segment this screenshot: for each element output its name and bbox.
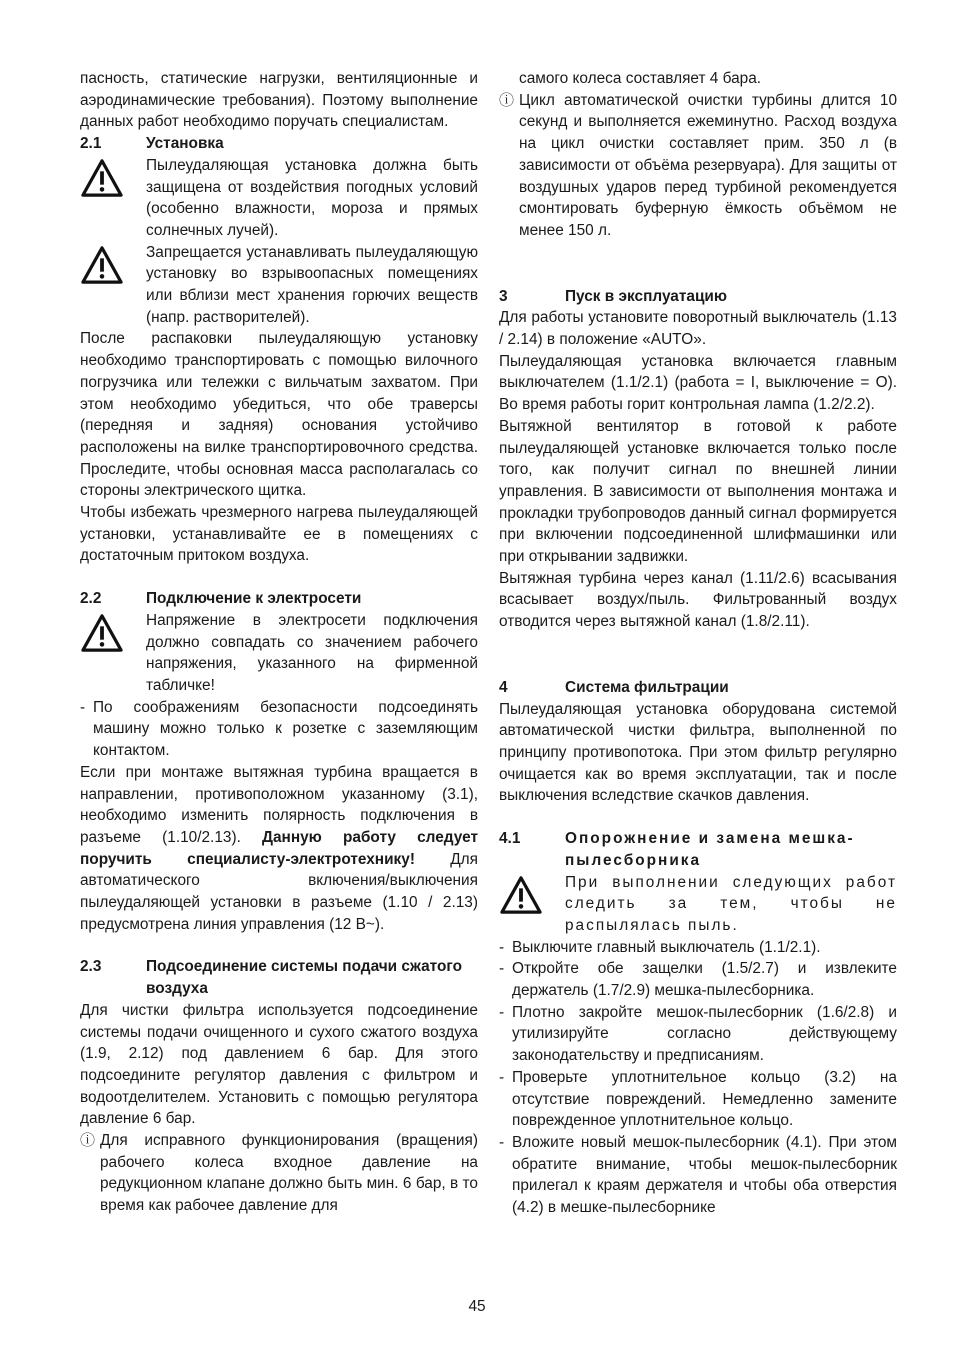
section-2-3-heading <box>80 956 478 999</box>
paragraph: Чтобы избежать чрезмерного нагрева пылеудаляющей установки, устанавливайте ее в помещениях с достаточным притоком воздуха. <box>80 504 478 565</box>
section-title: Опорожнение и замена мешка-пылесборника <box>565 830 855 869</box>
list-item-text: Откройте обе защелки (1.5/2.7) и извлеките держатель (1.7/2.9) мешка-пылесборника. <box>512 960 897 1000</box>
warning-icon <box>499 872 565 937</box>
info-continuation <box>499 68 897 90</box>
right-column <box>499 68 897 1219</box>
warning-text: Напряжение в электросети подключения должно совпадать со значением рабочего напряжения, указанного на фирменной табличке! <box>146 611 478 694</box>
warning-block <box>80 610 478 697</box>
section-title: Подключение к электросети <box>146 590 362 608</box>
warning-block <box>499 872 897 937</box>
section-3-heading <box>499 286 897 308</box>
warning-text: Запрещается устанавливать пылеудаляющую установку во взрывоопасных помещениях или вблизи мест хранения горючих веществ (напр. растворителей). <box>146 243 478 326</box>
page-number: 45 <box>468 1298 486 1315</box>
paragraph-part: Для автоматического включения/выключения пылеудаляющей установки в разъеме (1.10 / 2.13) предусмотрена линия управления (12 В~). <box>80 850 478 933</box>
list-item <box>80 697 478 762</box>
section-4-heading <box>499 677 897 699</box>
info-icon: ⓘ <box>80 1132 96 1150</box>
dash-marker: - <box>80 698 86 716</box>
paragraph: Для чистки фильтра используется подсоединение системы подачи очищенного и сухого сжатого воздуха (1.9, 2.12) под давлением 6 бар. Для этого подсоедините регулятор давления с фильтром и водоотделителем. Установить с помощью регулятора давление 6 бар. <box>80 1001 478 1128</box>
info-text: самого колеса составляет 4 бара. <box>519 70 762 87</box>
section-title: Установка <box>146 135 224 153</box>
paragraph: Пылеудаляющая установка включается главным выключателем (1.1/2.1) (работа = I, выключение = O). Во время работы горит контрольная лампа (1.2/2.2). <box>499 352 897 414</box>
warning-icon <box>80 242 146 329</box>
info-block <box>80 1130 478 1217</box>
dash-marker: - <box>499 1003 505 1021</box>
warning-icon <box>80 155 146 242</box>
list-item-text: Проверьте уплотнительное кольцо (3.2) на отсутствие повреждений. Немедленно замените поврежденное уплотнительное кольцо. <box>512 1068 897 1130</box>
dash-marker: - <box>499 938 505 956</box>
info-icon: ⓘ <box>499 91 515 109</box>
warning-block <box>80 155 478 242</box>
list-item <box>499 937 897 959</box>
left-column <box>80 68 478 1217</box>
dash-marker: - <box>499 960 505 978</box>
list-item <box>499 1132 897 1219</box>
section-4-1-heading <box>499 828 897 871</box>
section-title: Пуск в эксплуатацию <box>565 287 728 305</box>
warning-block <box>80 242 478 329</box>
section-number: 4 <box>499 678 508 696</box>
info-text: Для исправного функционирования (вращения) рабочего колеса входное давление на редукционном клапане должно быть мин. 6 бар, в то время как рабочее давление для <box>100 1132 478 1215</box>
warning-text: Пылеудаляющая установка должна быть защищена от воздействия погодных условий (особенно влажности, мороза и прямых солнечных лучей). <box>146 156 478 239</box>
paragraph-part: Если при монтаже вытяжная турбина вращается в направлении, противоположном указанному (3.1), необходимо изменить полярность подключения в разъеме (1.10/2.13). <box>80 763 478 846</box>
intro-paragraph: пасность, статические нагрузки, вентиляционные и аэродинамические требования). Поэтому выполнение данных работ необходимо поручать специалистам. <box>80 70 478 131</box>
list-item-text: По соображениям безопасности подсоединять машину можно только к розетке с заземляющим контактом. <box>93 698 478 760</box>
list-item-text: Вложите новый мешок-пылесборник (4.1). При этом обратите внимание, чтобы мешок-пылесборник прилегал к краям держателя и чтобы оба отверстия (4.2) в мешке-пылесборнике <box>512 1133 897 1217</box>
section-title: Подсоединение системы подачи сжатого воздуха <box>146 958 462 998</box>
list-item <box>499 1002 897 1067</box>
section-number: 4.1 <box>499 830 521 848</box>
info-text: Цикл автоматической очистки турбины длится 10 секунд и выполняется ежеминутно. Расход воздуха на цикл очистки составляет прим. 350 л (в зависимости от объёма резервуара). Для защиты от воздушных ударов перед турбиной рекомендуется смонтировать буферную ёмкость объёмом не менее 150 л. <box>519 91 897 239</box>
warning-text: При выполнении следующих работ следить за тем, чтобы не распылялась пыль. <box>565 873 897 934</box>
paragraph <box>80 762 478 936</box>
section-2-1-heading <box>80 133 478 155</box>
section-title: Система фильтрации <box>565 678 729 696</box>
info-block <box>499 90 897 242</box>
section-number: 2.2 <box>80 590 102 608</box>
dash-marker: - <box>499 1133 505 1151</box>
paragraph: Для работы установите поворотный выключатель (1.13 / 2.14) в положение «AUTO». <box>499 309 897 349</box>
section-number: 2.1 <box>80 135 102 153</box>
paragraph: После распаковки пылеудаляющую установку необходимо транспортировать с помощью вилочного погрузчика или тележки с вильчатым захватом. При этом необходимо убедиться, что обе траверсы (передняя и задняя) основания устойчиво расположены на вилке транспортировочного средства. Проследите, чтобы основная масса располагалась со стороны электрического щитка. <box>80 330 478 500</box>
list-item-text: Плотно закройте мешок-пылесборник (1.6/2.8) и утилизируйте согласно действующему законодательству и предписаниям. <box>512 1003 897 1065</box>
bold-notice: Данную работу следует поручить специалисту-электротехнику! <box>80 828 478 868</box>
section-number: 2.3 <box>80 958 102 976</box>
section-number: 3 <box>499 287 508 305</box>
dash-marker: - <box>499 1068 505 1086</box>
section-2-2-heading <box>80 588 478 610</box>
paragraph: Пылеудаляющая установка оборудована системой автоматической чистки фильтра, выполненной по принципу противопотока. При этом фильтр регулярно очищается как во время эксплуатации, так и после выключения вследствие скачков давления. <box>499 700 897 805</box>
paragraph: Вытяжная турбина через канал (1.11/2.6) всасывания всасывает воздух/пыль. Фильтрованный воздух отводится через вытяжной канал (1.8/2.11). <box>499 569 897 631</box>
paragraph: Вытяжной вентилятор в готовой к работе пылеудаляющей установке включается только после того, как получит сигнал по внешней линии управления. В зависимости от выполнения монтажа и прокладки трубопроводов данный сигнал формируется при включении подсоединенной шлифмашинки или при открывании задвижки. <box>499 417 897 566</box>
list-item <box>499 958 897 1001</box>
warning-icon <box>80 610 146 697</box>
list-item-text: Выключите главный выключатель (1.1/2.1). <box>512 938 821 956</box>
list-item <box>499 1067 897 1132</box>
